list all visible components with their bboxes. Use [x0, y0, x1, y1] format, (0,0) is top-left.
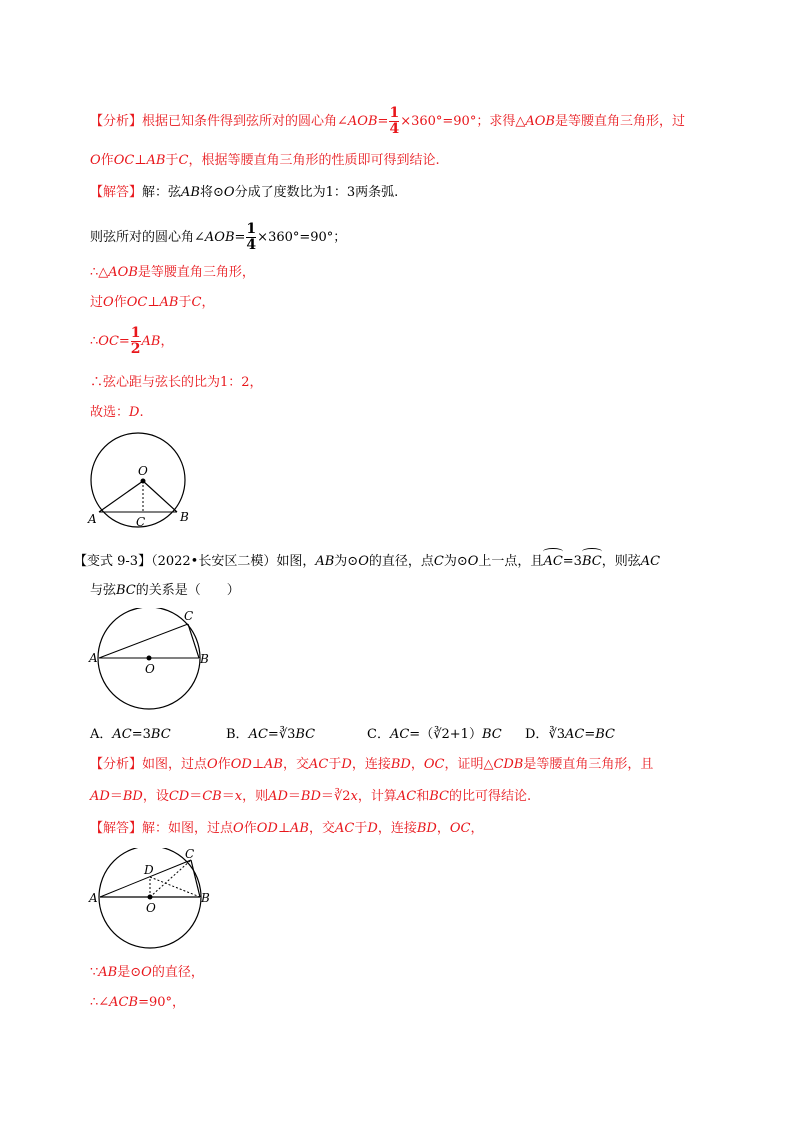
option-c: C．AC=（∛2+1）BC — [367, 727, 502, 742]
analysis-1-line-2: O作OC⊥AB于C，根据等腰直角三角形的性质即可得到结论. — [90, 153, 440, 168]
segment-oa — [99, 481, 143, 512]
label-a-2: A — [89, 651, 98, 665]
arc-ac: AC — [543, 554, 563, 569]
analysis-tag: 【分析】 — [90, 114, 143, 129]
solution-1-line-1: 【解答】解：弦AB将⊙O分成了度数比为1：3两条弧. — [90, 185, 399, 200]
segment-bd-dashed — [150, 877, 200, 897]
solution-1-line-7: 故选：D. — [90, 405, 144, 420]
analysis-1-line-1: 【分析】根据已知条件得到弦所对的圆心角∠AOB= $\frac{1}{4}$ ×360°=90°；求得△AOB是等腰直角三角形，过 — [90, 105, 685, 137]
center-point-o-3 — [148, 895, 153, 900]
solution-1-line-3: ∴△AOB是等腰直角三角形， — [90, 265, 255, 280]
fraction-one-quarter-2: $\frac{1}{4}$ — [246, 221, 257, 253]
cube-root-sign: ∛ — [278, 727, 288, 742]
label-a-3: A — [89, 891, 98, 905]
solution-1-line-2: 则弦所对的圆心角∠AOB= $\frac{1}{4}$ ×360°=90°； — [90, 221, 347, 253]
option-b: B．AC=∛3BC — [226, 727, 316, 742]
solution-1-line-4: 过O作OC⊥AB于C， — [90, 295, 215, 310]
solution-1-line-5: ∴OC= $\frac{1}{2}$ AB， — [90, 325, 174, 357]
label-d-3: D — [144, 863, 154, 877]
label-o-2: O — [145, 662, 155, 676]
label-b-2: B — [200, 652, 209, 666]
circle-o — [91, 433, 185, 527]
label-o-3: O — [146, 901, 156, 915]
cube-root-sign: ∛ — [433, 727, 442, 742]
cube-root-sign: ∛ — [548, 727, 557, 742]
cube-root-sign: ∛ — [333, 789, 343, 804]
analysis-2-line-2: AD＝BD，设CD＝CB＝x，则AD＝BD＝∛2x，计算AC和BC的比可得结论. — [90, 789, 532, 804]
figure-circle-abcd — [86, 848, 216, 958]
label-c: C — [136, 515, 146, 529]
segment-ob — [143, 481, 177, 512]
label-a: A — [88, 512, 97, 526]
chord-bc-3 — [191, 860, 200, 897]
label-b: B — [180, 510, 189, 524]
figure-circle-abc — [86, 608, 216, 718]
option-a: A．AC=3BC — [90, 727, 171, 742]
question-line-2: 与弦BC的关系是（ ） — [90, 583, 240, 598]
fraction-one-quarter: $\frac{1}{4}$ — [389, 105, 400, 137]
label-b-3: B — [201, 891, 210, 905]
solution-1-line-6: ∴弦心距与弦长的比为1：2， — [90, 375, 263, 390]
solution-2-line-2: ∵AB是⊙O的直径， — [90, 965, 204, 980]
chord-ac — [99, 624, 188, 658]
center-point-o — [141, 479, 146, 484]
fraction-one-half: $\frac{1}{2}$ — [130, 325, 141, 357]
question-tag: 【变式 9-3】 — [74, 554, 152, 569]
arc-bc: BC — [581, 554, 602, 569]
label-o: O — [138, 464, 148, 478]
option-d: D．∛3AC=BC — [525, 727, 616, 742]
solution-tag: 【解答】 — [90, 185, 143, 200]
figure-circle-aob — [86, 432, 196, 532]
analysis-2-line-1: 【分析】如图，过点O作OD⊥AB，交AC于D，连接BD，OC，证明△CDB是等腰直角三角形，且 — [90, 757, 654, 772]
question-line-1: 【变式 9-3】（2022•长安区二模）如图，AB为⊙O的直径，点C为⊙O上一点，且AC=3BC，则弦AC — [74, 554, 661, 569]
solution-2-line-1: 【解答】解：如图，过点O作OD⊥AB，交AC于D，连接BD，OC， — [90, 821, 484, 836]
center-point-o-2 — [147, 656, 152, 661]
label-c-3: C — [185, 848, 195, 861]
label-c-2: C — [184, 609, 194, 623]
solution-2-line-3: ∴∠ACB=90°， — [90, 995, 185, 1010]
